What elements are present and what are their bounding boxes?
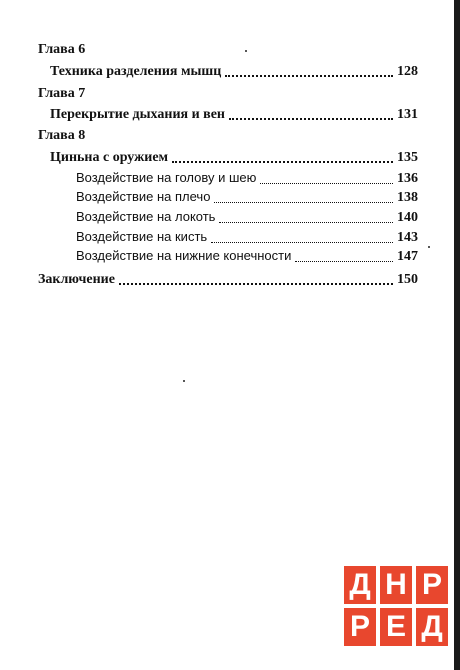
- page-edge-shadow: [454, 0, 460, 670]
- chapter-7-heading: Глава 7: [38, 86, 86, 101]
- toc-entry-elbow[interactable]: [76, 209, 418, 226]
- toc-entry-title: Воздействие на голову и шею: [76, 170, 257, 185]
- toc-entry-title: Воздействие на плечо: [76, 189, 211, 204]
- toc-entry-weapons[interactable]: [50, 150, 418, 166]
- watermark-row-bottom: [344, 608, 448, 646]
- leader-dots: [211, 242, 393, 243]
- leader-dots: [295, 261, 393, 262]
- toc-entry-muscle-separation[interactable]: [50, 64, 418, 80]
- leader-dots: [214, 202, 393, 203]
- toc-entry-wrist[interactable]: [76, 229, 418, 246]
- toc-entry-page: 131: [397, 107, 418, 122]
- toc-entry-title: Заключение: [38, 272, 115, 287]
- watermark-logo: [344, 566, 448, 650]
- watermark-letter: Р: [416, 566, 448, 604]
- toc-entry-lower-limbs[interactable]: [76, 248, 418, 265]
- watermark-row-top: [344, 566, 448, 604]
- toc-entry-conclusion[interactable]: [38, 272, 418, 288]
- toc-entry-page: 143: [397, 230, 418, 245]
- scan-speck: [183, 380, 185, 382]
- watermark-letter: Н: [380, 566, 412, 604]
- leader-dots: [219, 222, 393, 223]
- leader-dots: [229, 118, 393, 120]
- toc-entry-breath-veins[interactable]: [50, 107, 418, 123]
- toc-entry-head-neck[interactable]: [76, 170, 418, 187]
- scan-speck: [428, 246, 430, 248]
- toc-entry-page: 135: [397, 150, 418, 165]
- leader-dots: [225, 75, 393, 77]
- watermark-letter: Д: [344, 566, 376, 604]
- leader-dots: [260, 183, 393, 184]
- scan-speck: [245, 50, 247, 52]
- leader-dots: [119, 283, 393, 285]
- toc-entry-title: Воздействие на локоть: [76, 209, 216, 224]
- toc-entry-page: 128: [397, 64, 418, 79]
- watermark-letter: Д: [416, 608, 448, 646]
- toc-entry-title: Воздействие на кисть: [76, 229, 208, 244]
- toc-entry-title: Техника разделения мышц: [50, 64, 222, 79]
- toc-entry-title: Воздействие на нижние конечности: [76, 248, 292, 263]
- toc-entry-page: 140: [397, 210, 418, 225]
- toc-entry-page: 138: [397, 190, 418, 205]
- toc-entry-page: 150: [397, 272, 418, 287]
- leader-dots: [172, 161, 393, 163]
- watermark-letter: Е: [380, 608, 412, 646]
- chapter-8-heading: Глава 8: [38, 128, 86, 143]
- toc-entry-title: Перекрытие дыхания и вен: [50, 107, 225, 122]
- watermark-letter: Р: [344, 608, 376, 646]
- toc-entry-title: Циньна с оружием: [50, 150, 169, 165]
- toc-entry-page: 136: [397, 171, 418, 186]
- toc-entry-shoulder[interactable]: [76, 189, 418, 206]
- chapter-6-heading: Глава 6: [38, 42, 86, 57]
- toc-entry-page: 147: [397, 249, 418, 264]
